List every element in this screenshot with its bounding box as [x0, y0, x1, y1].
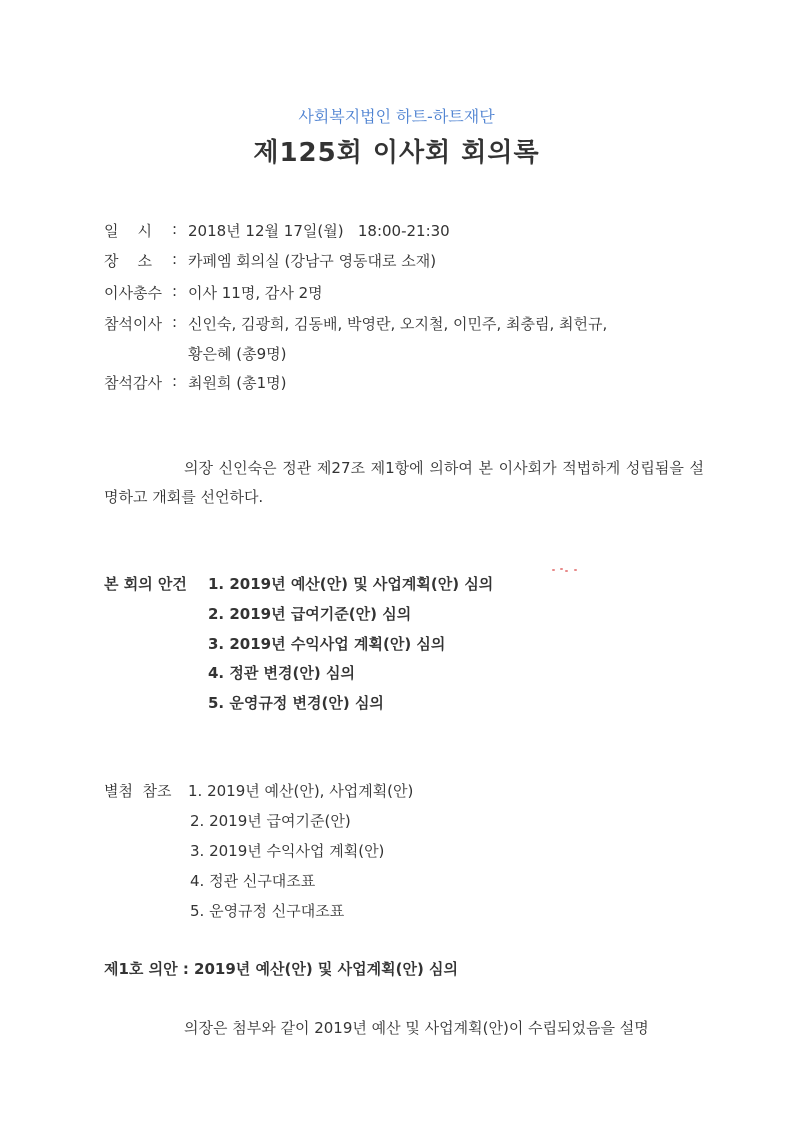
info-label: 참석감사: [104, 374, 162, 392]
info-value: 2018년 12월 17일(월) 18:00-21:30: [188, 222, 450, 240]
stray-mark: [552, 568, 582, 572]
agenda-item: 4. 정관 변경(안) 심의: [208, 664, 355, 682]
info-value: 신인숙, 김광희, 김동배, 박영란, 오지철, 이민주, 최충림, 최헌규,: [188, 315, 608, 333]
info-separator: :: [172, 372, 178, 390]
attachment-item: 5. 운영규정 신구대조표: [190, 902, 345, 920]
organization-name: 사회복지법인 하트-하트재단: [298, 107, 495, 126]
info-separator: :: [172, 313, 178, 331]
agenda-item: 5. 운영규정 변경(안) 심의: [208, 694, 384, 712]
info-value: 이사 11명, 감사 2명: [188, 284, 323, 302]
document-title: 제125회 이사회 회의록: [253, 138, 540, 168]
info-separator: :: [172, 282, 178, 300]
info-label: 이사총수: [104, 284, 162, 302]
agenda-item: 1. 2019년 예산(안) 및 사업계획(안) 심의: [208, 575, 494, 593]
info-value: 황은혜 (총9명): [188, 345, 287, 363]
attachment-item: 3. 2019년 수익사업 계획(안): [190, 842, 385, 860]
agenda-heading: 본 회의 안건: [104, 575, 187, 593]
info-label: 일 시: [104, 222, 153, 240]
agenda-item: 3. 2019년 수익사업 계획(안) 심의: [208, 635, 446, 653]
attachment-item: 1. 2019년 예산(안), 사업계획(안): [188, 782, 414, 800]
agenda-item: 2. 2019년 급여기준(안) 심의: [208, 605, 412, 623]
info-label: 장 소: [104, 252, 153, 270]
info-separator: :: [172, 220, 178, 238]
info-separator: :: [172, 250, 178, 268]
first-item-text: 의장은 첨부와 같이 2019년 예산 및 사업계획(안)이 수립되었음을 설명: [184, 1019, 649, 1037]
opening-text: 의장 신인숙은 정관 제27조 제1항에 의하여 본 이사회가 적법하게 성립됨을 설명하고 개회를 선언하다.: [104, 459, 704, 506]
opening-paragraph: [104, 454, 704, 512]
info-value: 최원희 (총1명): [188, 374, 287, 392]
info-label: 참석이사: [104, 315, 162, 333]
first-item-heading: 제1호 의안 : 2019년 예산(안) 및 사업계획(안) 심의: [104, 960, 459, 978]
attachment-item: 4. 정관 신구대조표: [190, 872, 316, 890]
attachments-heading: 별첨 참조: [104, 782, 172, 800]
attachment-item: 2. 2019년 급여기준(안): [190, 812, 351, 830]
info-value: 카페엠 회의실 (강남구 영동대로 소재): [188, 252, 437, 270]
